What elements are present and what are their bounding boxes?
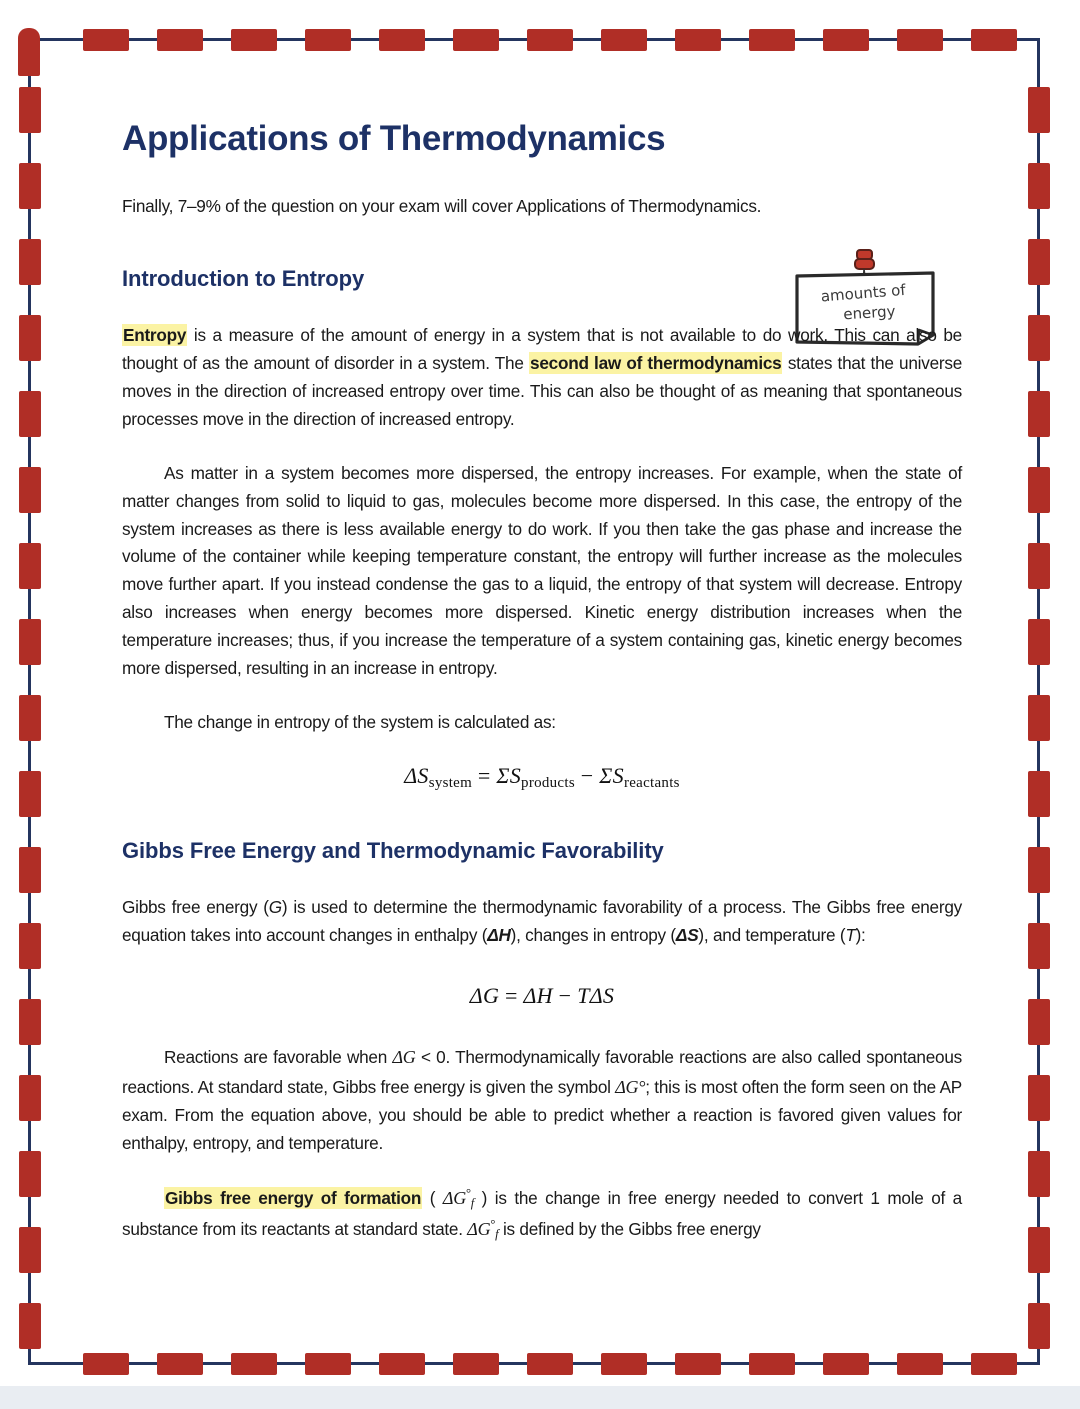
intro-paragraph: Finally, 7–9% of the question on your exam will cover Applications of Thermodynamics. — [122, 195, 762, 216]
gibbs-eq-rhs1: ΔH — [523, 983, 553, 1009]
equation-lhs-subscript: system — [428, 774, 473, 791]
highlight-second-law: second law of thermodynamics — [530, 353, 782, 374]
equation-term1-subscript: products — [521, 774, 575, 791]
entropy-p2-text: As matter in a system becomes more dispersed, the entropy increases. For example, when the state of matter changes from solid to liquid to gas, molecules become more dispersed. In this case, the entropy of the system increases as there is less available energy to do work. If you then take the gas phase and increase the volume of the container while keeping temperature constant, the entropy will further increase as the molecules move further apart. If you instead condense the gas to a liquid, the entropy of that system will decrease. Entropy also increases when energy becomes more dispersed. Kinetic energy distribution increases when the temperature increases; thus, if you increase the temperature of a system containing gas, kinetic energy becomes more dispersed, resulting in an increase in entropy. — [122, 462, 962, 678]
symbol-degree-2: ° — [490, 1217, 496, 1231]
symbol-delta-G: ΔG — [392, 1047, 416, 1068]
gibbs-p1-d: ), and temperature ( — [698, 924, 846, 945]
symbol-G: G — [268, 896, 282, 917]
symbol-delta-H: ΔH — [487, 924, 511, 945]
entropy-p3-text: The change in entropy of the system is calculated as: — [164, 711, 556, 732]
symbol-subscript-f-2: f — [495, 1227, 499, 1242]
section-heading-entropy: Introduction to Entropy — [122, 266, 365, 292]
gibbs-eq-minus: − — [552, 983, 578, 1009]
symbol-T: T — [845, 924, 856, 945]
equation-term2-subscript: reactants — [623, 774, 680, 791]
page-title: Applications of Thermodynamics — [122, 119, 666, 158]
equation-term1-symbol: ΣS — [496, 762, 522, 788]
symbol-degree: ° — [465, 1186, 471, 1201]
symbol-delta-S: ΔS — [675, 924, 699, 945]
gibbs-p1-c: ), changes in entropy ( — [510, 924, 676, 945]
gibbs-p1-e: ): — [855, 924, 866, 945]
gibbs-p1-b: ) is used to determine the thermodynamic favorability of a process. The Gibbs free energy equation takes into account changes in enthalpy ( — [122, 896, 962, 945]
equation-minus: − — [574, 762, 600, 788]
gibbs-p3-b: ) is the change in free energy needed to convert 1 mole of a substance from its reactants at standard state. — [122, 1188, 962, 1239]
gibbs-paragraph-1 — [122, 894, 962, 950]
gibbs-p3-a: ( — [422, 1188, 443, 1209]
gibbs-p2-c: ; this is most often the form seen on the AP exam. From the equation above, you should be able to predict whether a reaction is favored given values for enthalpy, entropy, and temperature. — [122, 1076, 962, 1153]
gibbs-p2-b: < 0. Thermodynamically favorable reactions are also called spontaneous reactions. At standard state, Gibbs free energy is given the symbol — [122, 1047, 962, 1097]
gibbs-eq-rhs2: TΔS — [577, 983, 615, 1009]
gibbs-paragraph-3 — [122, 1183, 962, 1244]
symbol-delta-G-base: ΔG — [442, 1188, 466, 1209]
gibbs-equation — [122, 983, 962, 1009]
symbol-delta-G-f-2 — [467, 1217, 499, 1242]
highlight-gibbs-free-energy-of-formation: Gibbs free energy of formation — [165, 1188, 422, 1209]
gibbs-p2-a: Reactions are favorable when — [164, 1047, 393, 1068]
sticky-note-line-1: amounts of — [819, 280, 906, 306]
gibbs-p3-c: is defined by the Gibbs free energy — [498, 1219, 761, 1239]
gibbs-p1-a: Gibbs free energy ( — [122, 896, 269, 917]
highlight-entropy: Entropy — [123, 325, 187, 346]
gibbs-paragraph-2 — [122, 1043, 962, 1157]
symbol-subscript-f: f — [470, 1196, 475, 1211]
equation-lhs-symbol: ΔS — [404, 762, 429, 788]
equation-term2-symbol: ΣS — [599, 762, 624, 788]
entropy-equation — [122, 763, 962, 792]
document-content — [122, 120, 962, 1245]
sticky-note-line-2: energy — [842, 302, 896, 324]
entropy-paragraph-1 — [122, 322, 962, 433]
symbol-delta-G-f-1 — [442, 1186, 475, 1211]
equation-equals: = — [472, 762, 497, 788]
entropy-paragraph-2 — [122, 460, 962, 683]
symbol-delta-G-standard: ΔG° — [615, 1076, 646, 1097]
entropy-paragraph-3 — [122, 709, 962, 737]
entropy-p1-text-b: states that the universe moves in the direction of increased entropy over time. This can also be thought of as meaning that spontaneous processes move in the direction of increased entropy. — [122, 353, 963, 429]
gibbs-eq-equals: = — [499, 983, 524, 1009]
entropy-p1-text-a: is a measure of the amount of energy in a system that is not available to do work. This can also be thought of as the amount of disorder in a system. The — [122, 325, 962, 374]
section-heading-gibbs: Gibbs Free Energy and Thermodynamic Favorability — [122, 837, 664, 863]
gibbs-eq-lhs: ΔG — [469, 983, 500, 1009]
symbol-delta-G-base-2: ΔG — [467, 1219, 491, 1239]
